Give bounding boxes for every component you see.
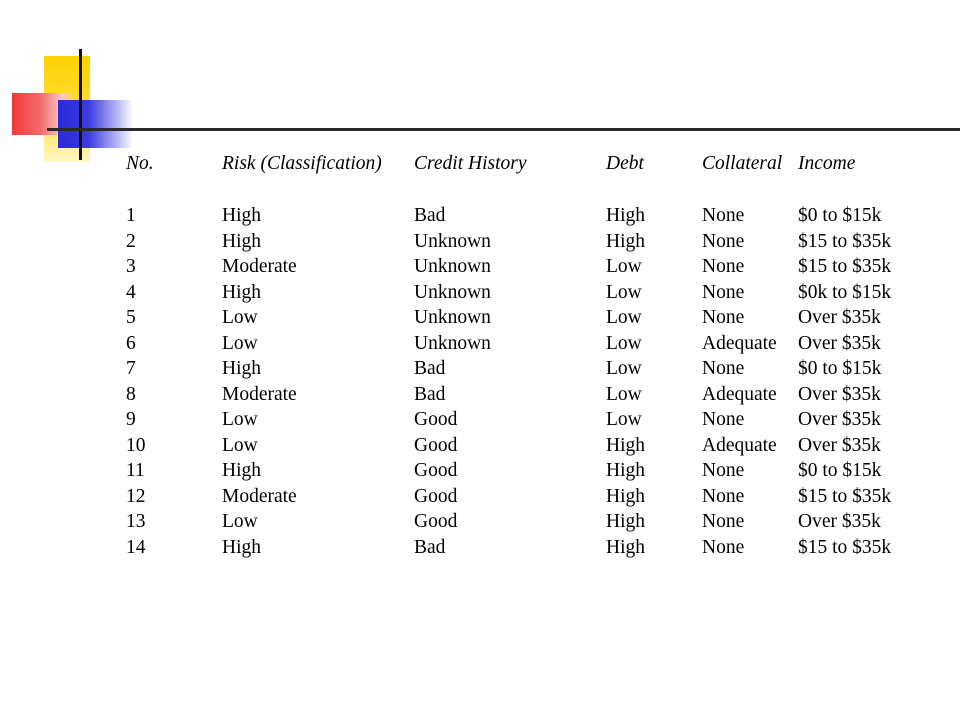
horizontal-rule [47, 128, 960, 131]
cell-credit-history: Bad [414, 205, 446, 226]
cell-debt: High [606, 230, 645, 252]
cell-debt: Low [606, 256, 642, 277]
cell-credit-history: Unknown [414, 281, 491, 303]
table-row [126, 305, 908, 331]
cell-credit-history: Good [414, 460, 458, 481]
cell-credit-history: Good [414, 511, 458, 532]
cell-no: 6 [126, 332, 136, 354]
cell-income: $0 to $15k [798, 358, 882, 379]
cell-collateral: None [702, 307, 745, 328]
cell-collateral: Adequate [702, 434, 777, 456]
table-row [126, 203, 908, 229]
cell-income: Over $35k [798, 332, 881, 354]
cell-credit-history: Unknown [414, 332, 491, 354]
cell-risk: High [222, 281, 261, 303]
cell-no: 1 [126, 205, 136, 226]
table-row [126, 433, 908, 459]
cell-income: Over $35k [798, 383, 881, 405]
cell-credit-history: Bad [414, 536, 446, 558]
cell-debt: Low [606, 332, 642, 354]
cell-no: 5 [126, 307, 136, 328]
header-income: Income [798, 153, 856, 174]
header-collateral: Collateral [702, 153, 783, 174]
table-row [126, 356, 908, 382]
credit-risk-table [126, 151, 908, 560]
cell-risk: Low [222, 434, 258, 456]
table-row [126, 535, 908, 561]
table-header-row [126, 151, 908, 178]
header-debt: Debt [606, 153, 644, 174]
cell-collateral: Adequate [702, 383, 777, 405]
table-row [126, 458, 908, 484]
cell-debt: High [606, 536, 645, 558]
cell-credit-history: Good [414, 434, 458, 456]
cell-credit-history: Unknown [414, 230, 491, 252]
cell-credit-history: Unknown [414, 256, 491, 277]
table-row [126, 280, 908, 306]
cell-risk: Low [222, 332, 258, 354]
cell-credit-history: Unknown [414, 307, 491, 328]
cell-risk: High [222, 536, 261, 558]
cell-collateral: Adequate [702, 332, 777, 354]
cell-no: 3 [126, 256, 136, 277]
cell-income: Over $35k [798, 434, 881, 456]
cell-debt: Low [606, 358, 642, 379]
cell-no: 2 [126, 230, 136, 252]
cell-collateral: None [702, 485, 745, 507]
cell-credit-history: Bad [414, 383, 446, 405]
header-risk: Risk (Classification) [222, 153, 382, 174]
blue-square-decoration [58, 100, 133, 148]
cell-no: 11 [126, 460, 145, 481]
table-row [126, 407, 908, 433]
cell-risk: Moderate [222, 383, 297, 405]
vertical-rule [79, 49, 82, 160]
cell-debt: Low [606, 281, 642, 303]
cell-no: 10 [126, 434, 146, 456]
cell-credit-history: Good [414, 485, 458, 507]
cell-risk: High [222, 460, 261, 481]
cell-no: 13 [126, 511, 146, 532]
cell-collateral: None [702, 409, 745, 430]
cell-no: 14 [126, 536, 146, 558]
cell-income: $0 to $15k [798, 460, 882, 481]
cell-income: $15 to $35k [798, 230, 892, 252]
cell-debt: High [606, 485, 645, 507]
header-no: No. [126, 153, 154, 174]
cell-income: Over $35k [798, 409, 881, 430]
cell-no: 8 [126, 383, 136, 405]
cell-income: $15 to $35k [798, 485, 892, 507]
header-credit-history: Credit History [414, 153, 527, 174]
cell-risk: High [222, 205, 261, 226]
table-row [126, 331, 908, 357]
table-row [126, 254, 908, 280]
cell-risk: Moderate [222, 256, 297, 277]
cell-debt: High [606, 434, 645, 456]
table-row [126, 382, 908, 408]
cell-debt: High [606, 460, 645, 481]
cell-debt: High [606, 511, 645, 532]
cell-debt: Low [606, 383, 642, 405]
table-row [126, 229, 908, 255]
cell-no: 7 [126, 358, 136, 379]
cell-income: $15 to $35k [798, 536, 892, 558]
table-row [126, 509, 908, 535]
cell-risk: Moderate [222, 485, 297, 507]
cell-income: $15 to $35k [798, 256, 892, 277]
cell-risk: Low [222, 511, 258, 532]
cell-collateral: None [702, 205, 745, 226]
header-spacer [126, 178, 908, 203]
cell-collateral: None [702, 358, 745, 379]
cell-risk: Low [222, 307, 258, 328]
cell-collateral: None [702, 460, 745, 481]
cell-risk: Low [222, 409, 258, 430]
cell-collateral: None [702, 230, 745, 252]
cell-collateral: None [702, 511, 745, 532]
cell-income: Over $35k [798, 307, 881, 328]
table-row [126, 484, 908, 510]
cell-collateral: None [702, 256, 745, 277]
table-body [126, 203, 908, 560]
cell-no: 12 [126, 485, 146, 507]
cell-credit-history: Good [414, 409, 458, 430]
cell-debt: Low [606, 409, 642, 430]
cell-risk: High [222, 230, 261, 252]
cell-risk: High [222, 358, 261, 379]
cell-collateral: None [702, 536, 745, 558]
cell-collateral: None [702, 281, 745, 303]
cell-income: Over $35k [798, 511, 881, 532]
cell-no: 9 [126, 409, 136, 430]
cell-debt: Low [606, 307, 642, 328]
cell-income: $0k to $15k [798, 281, 892, 303]
cell-credit-history: Bad [414, 358, 446, 379]
cell-no: 4 [126, 281, 136, 303]
cell-debt: High [606, 205, 645, 226]
cell-income: $0 to $15k [798, 205, 882, 226]
